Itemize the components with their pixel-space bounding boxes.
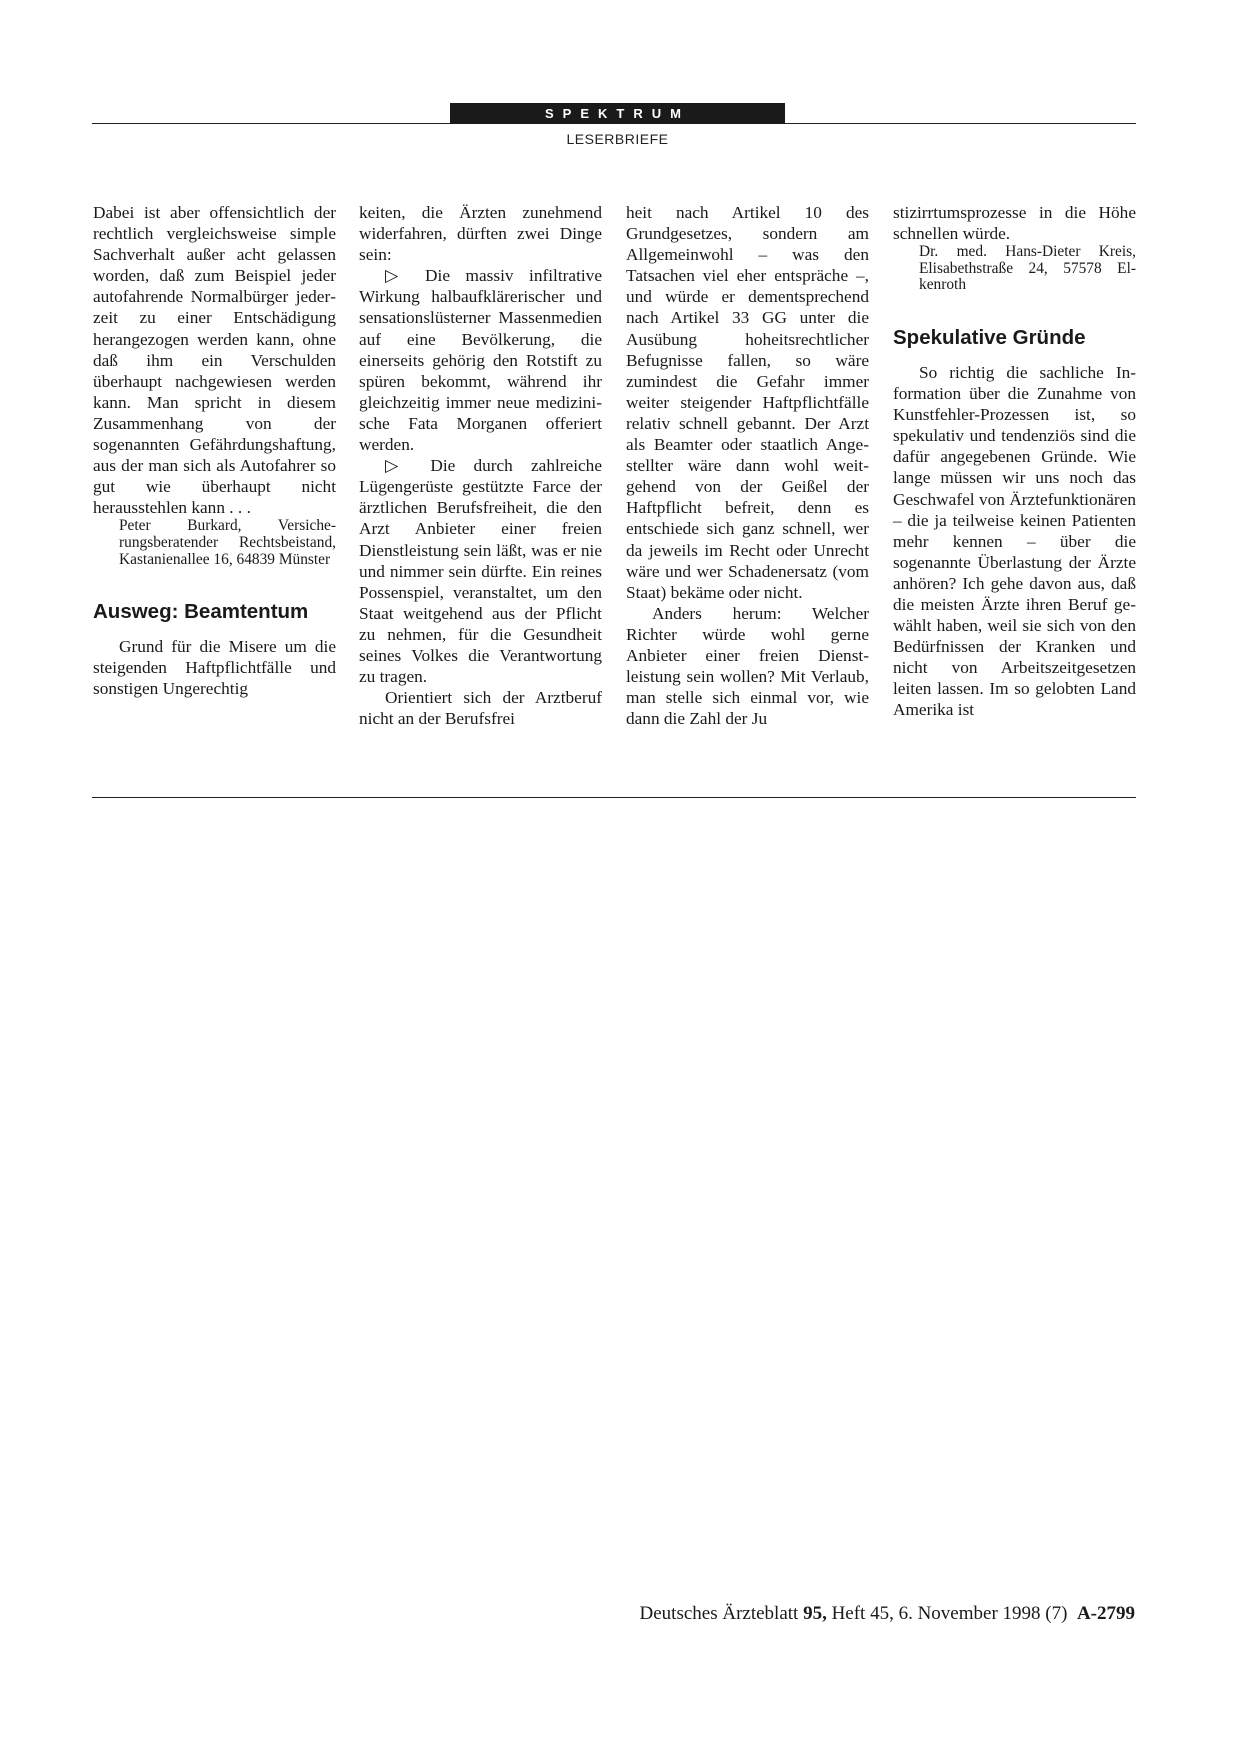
issue-info: Heft 45, 6. November 1998 (7) — [831, 1603, 1068, 1624]
journal-name: Deutsches Ärzteblatt — [639, 1603, 799, 1624]
bullet-paragraph: ▷ Die durch zahlreiche Lügengerüste gestützte Farce der ärztlichen Berufsfreiheit, die den Arzt Anbieter einer freien Dienstleistung sein läßt, was er nie und nimmer sein dürfte. Ein reines Possenspiel, veranstaltet, um den Staat weitgehend aus der Pflicht zu nehmen, für die Gesundheit seines Volkes die Verantwortung zu tragen. — [359, 456, 602, 687]
paragraph: Grund für die Misere um die steigenden Haftpflichtfälle und sonstigen Ungerechtig — [93, 637, 336, 699]
paragraph: Orientiert sich der Arztberuf nicht an der Berufsfrei — [359, 688, 602, 729]
column-4 — [893, 202, 1136, 721]
section-heading: Ausweg: Beamtentum — [93, 600, 309, 624]
page-number: A-2799 — [1076, 1603, 1135, 1624]
paragraph: So richtig die sachliche Information über die Zunahme von Kunstfehler-Prozessen ist, so spekulativ und tendenziös sind die dafür angegebenen Gründe. Wie lange müssen wir uns noch das Geschwafel von Ärztefunktionären – die ja teilweise keinen Patienten mehr kennen – über die sogenannte Überlastung der Ärzte anhören? Ich gehe davon aus, daß die meisten Ärzte ihren Beruf gewählt haben, weil sie sich von den Bedürfnissen der Kranken und nicht von Arbeitszeitgesetzen leiten lassen. Im so gelobten Land Amerika ist — [893, 362, 1136, 720]
section-subtitle: LESERBRIEFE — [566, 131, 669, 147]
section-heading: Spekulative Gründe — [893, 325, 1086, 349]
bullet-paragraph: ▷ Die massiv infiltrative Wirkung halbaufklärerischer und sensationslüsterner Massenmedien auf eine Bevölkerung, die einerseits gehörig den Rotstift zu spüren bekommt, während ihr gleichzeitig immer neue medizinische Fata Morganen offeriert werden. — [359, 266, 602, 455]
letter-signature: Dr. med. Hans-Dieter Kreis, Elisabethstraße 24, 57578 Elkenroth — [919, 243, 1136, 294]
paragraph: keiten, die Ärzten zunehmend widerfahren, dürften zwei Dinge sein: — [359, 203, 602, 265]
volume-number: 95, — [803, 1603, 827, 1624]
article-columns — [93, 202, 1136, 782]
paragraph: Dabei ist aber offensichtlich der rechtlich vergleichsweise simple Sachverhalt außer acht gelassen worden, daß zum Beispiel jeder autofahrende Normalbürger jederzeit zu einer Entschädigung herangezogen werden kann, ohne daß ihm ein Verschulden überhaupt nachgewiesen werden kann. Man spricht in diesem Zusammenhang von der sogenannten Gefährdungshaftung, aus der man sich als Autofahrer so gut wie überhaupt nicht herausstehlen kann . . . — [93, 203, 336, 518]
column-3 — [626, 202, 869, 729]
column-2 — [359, 202, 602, 729]
page-footer — [640, 1603, 1135, 1625]
paragraph: heit nach Artikel 10 des Grundgesetzes, sondern am Allgemeinwohl – was den Tatsachen viel eher entspräche –, und würde er dementsprechend nach Artikel 33 GG unter die Ausübung hoheitsrechtlicher Befugnisse fallen, so wäre zumindest die Gefahr immer weiter steigender Haftpflichtfälle relativ schnell gebannt. Der Arzt als Beamter oder staatlich Angestellter wäre dann wohl weitgehend von der Geißel der Haftpflicht befreit, denn es entschiede sich ganz schnell, wer da jeweils im Recht oder Unrecht wäre und wer Schadenersatz (vom Staat) bekäme oder nicht. — [626, 203, 869, 602]
column-1 — [93, 202, 336, 699]
bottom-rule — [92, 797, 1136, 798]
paragraph: Anders herum: Welcher Richter würde wohl gerne Anbieter einer freien Dienstleistung sein wollen? Mit Verlaub, man stelle sich einmal vor, wie dann die Zahl der Ju — [626, 603, 869, 729]
letter-signature: Peter Burkard, Versicherungsberatender Rechtsbeistand, Kastanienallee 16, 64839 Münster — [119, 517, 336, 568]
section-title: SPEKTRUM — [450, 103, 785, 124]
paragraph: stizirrtumsprozesse in die Höhe schnellen würde. — [893, 203, 1136, 244]
